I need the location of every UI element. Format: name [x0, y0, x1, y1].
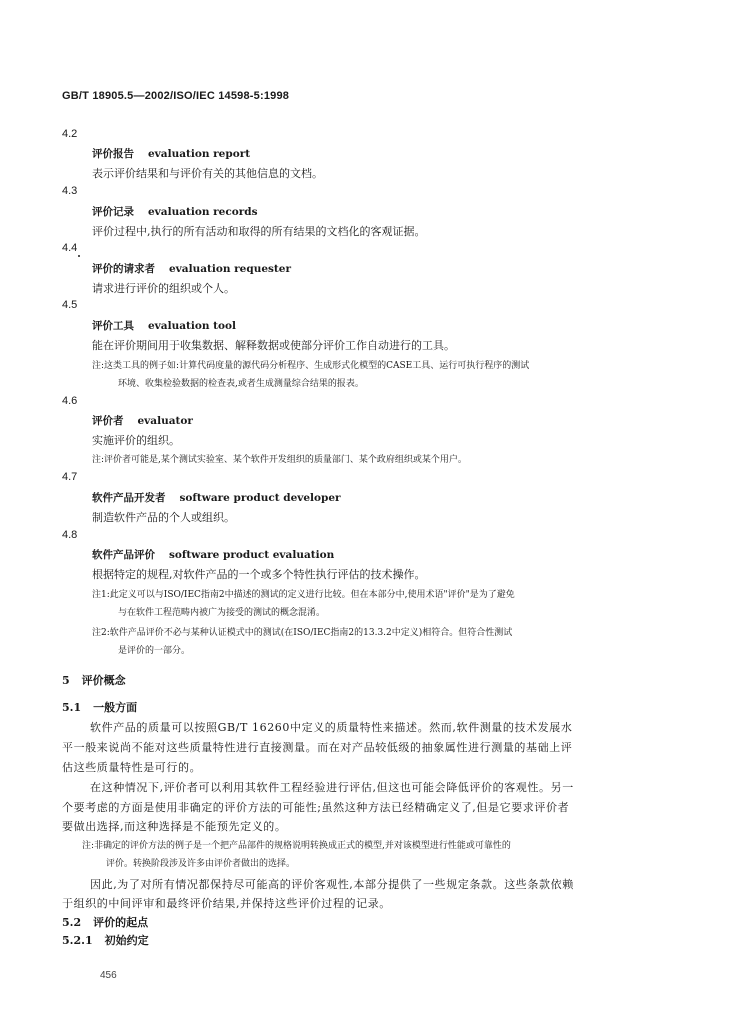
subsection-heading — [62, 699, 137, 715]
term-note: 注:这类工具的例子如:计算代码度量的源代码分析程序、生成形式化模型的CASE工具、运行可执行程序的测试 — [92, 361, 530, 371]
scan-speck — [78, 255, 80, 257]
term-english: evaluation records — [148, 206, 258, 218]
term-english: evaluation report — [148, 148, 251, 160]
term-english: software product developer — [179, 492, 341, 504]
term-chinese: 评价者 — [92, 415, 124, 427]
clause-number: 4.8 — [62, 529, 78, 541]
clause-number: 4.7 — [62, 471, 78, 483]
subsubsection-heading — [62, 932, 149, 948]
term-english: evaluation requester — [169, 263, 291, 275]
term-definition: 根据特定的规程,对软件产品的一个或多个特性执行评估的技术操作。 — [92, 568, 426, 581]
term-english: software product evaluation — [169, 549, 335, 561]
term-heading — [92, 261, 291, 276]
subsubsection-title: 初始约定 — [104, 934, 149, 947]
paragraph-note-continuation: 评价。转换阶段涉及许多由评价者做出的选择。 — [106, 859, 296, 869]
term-note-1: 注1:此定义可以与ISO/IEC指南2中描述的测试的定义进行比较。但在本部分中,使用术语"评价"是为了避免 — [92, 590, 515, 600]
term-definition: 表示评价结果和与评价有关的其他信息的文档。 — [92, 167, 323, 180]
paragraph-line: 平一般来说尚不能对这些质量特性进行直接测量。而在对产品较低级的抽象属性进行测量的基础上评 — [62, 741, 573, 754]
subsection-heading — [62, 914, 148, 930]
term-definition: 能在评价期间用于收集数据、解释数据或使部分评价工作自动进行的工具。 — [92, 339, 455, 352]
section-heading — [62, 672, 126, 688]
clause-number: 4.4 — [62, 242, 78, 254]
term-note: 注:评价者可能是,某个测试实验室、某个软件开发组织的质量部门、某个政府组织或某个用户。 — [92, 455, 467, 465]
subsection-number: 5.1 — [62, 701, 82, 714]
term-note-1-continuation: 与在软件工程范畴内被广为接受的测试的概念混淆。 — [118, 608, 326, 618]
term-note-continuation: 环境、收集检验数据的检查表,或者生成测量综合结果的报表。 — [118, 379, 364, 389]
clause-number: 4.2 — [62, 128, 78, 140]
term-chinese: 评价工具 — [92, 320, 134, 332]
term-english: evaluation tool — [148, 320, 236, 332]
paragraph-note: 注:非确定的评价方法的例子是一个把产品部件的规格说明转换成正式的模型,并对该模型进行性能或可靠性的 — [82, 841, 511, 851]
term-chinese: 评价报告 — [92, 148, 134, 160]
standard-header: GB/T 18905.5—2002/ISO/IEC 14598-5:1998 — [62, 90, 290, 102]
term-chinese: 评价记录 — [92, 206, 134, 218]
clause-number: 4.6 — [62, 395, 78, 407]
term-chinese: 软件产品开发者 — [92, 492, 166, 504]
page-number: 456 — [100, 970, 117, 981]
subsection-title: 评价的起点 — [93, 916, 149, 929]
term-heading — [92, 318, 236, 333]
term-definition: 实施评价的组织。 — [92, 434, 180, 447]
subsubsection-number: 5.2.1 — [62, 934, 93, 947]
term-chinese: 软件产品评价 — [92, 549, 155, 561]
paragraph-line: 软件产品的质量可以按照GB/T 16260中定义的质量特性来描述。然而,软件测量的技术发展水 — [90, 721, 573, 734]
term-definition: 请求进行评价的组织或个人。 — [92, 282, 235, 295]
term-english: evaluator — [137, 415, 193, 427]
term-note-2-continuation: 是评价的一部分。 — [118, 646, 191, 656]
term-heading — [92, 146, 250, 161]
subsection-title: 一般方面 — [93, 701, 138, 714]
term-heading — [92, 413, 193, 428]
clause-number: 4.5 — [62, 299, 78, 311]
term-definition: 制造软件产品的个人或组织。 — [92, 511, 235, 524]
paragraph-line: 在这种情况下,评价者可以利用其软件工程经验进行评估,但这也可能会降低评价的客观性。另一 — [90, 781, 574, 794]
term-chinese: 评价的请求者 — [92, 263, 155, 275]
paragraph-line: 要做出选择,而这种选择是不能预先定义的。 — [62, 820, 287, 833]
section-title: 评价概念 — [81, 674, 126, 687]
section-number: 5 — [62, 674, 70, 687]
paragraph-line: 个要考虑的方面是使用非确定的评价方法的可能性;虽然这种方法已经精确定义了,但是它要求评价者 — [62, 801, 570, 814]
term-heading — [92, 490, 341, 505]
term-note-2: 注2:软件产品评价不必与某种认证模式中的测试(在ISO/IEC指南2的13.3.2中定义)相符合。但符合性测试 — [92, 628, 513, 638]
paragraph-line: 估这些质量特性是可行的。 — [62, 761, 202, 774]
term-heading — [92, 204, 258, 219]
paragraph-line: 于组织的中间评审和最终评价结果,并保持这些评价过程的记录。 — [62, 897, 391, 910]
term-definition: 评价过程中,执行的所有活动和取得的所有结果的文档化的客观证据。 — [92, 225, 426, 238]
clause-number: 4.3 — [62, 185, 78, 197]
paragraph-line: 因此,为了对所有情况都保持尽可能高的评价客观性,本部分提供了一些规定条款。这些条款依赖 — [90, 878, 574, 891]
subsection-number: 5.2 — [62, 916, 82, 929]
term-heading — [92, 547, 334, 562]
